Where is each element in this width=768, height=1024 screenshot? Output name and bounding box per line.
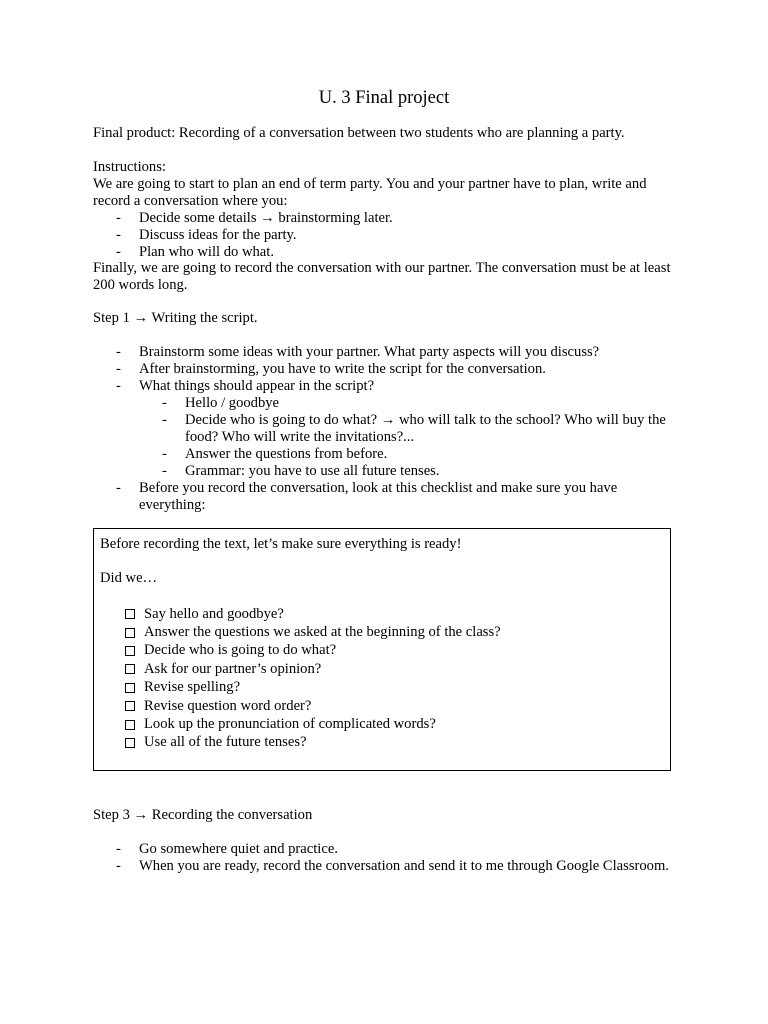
list-item: - Decide some details → brainstorming later. — [116, 210, 393, 226]
step3-heading: Step 3 → Recording the conversation — [93, 807, 313, 823]
checklist-box — [93, 528, 671, 771]
checklist-item: Look up the pronunciation of complicated words? — [125, 715, 501, 733]
instructions-body: We are going to start to plan an end of term party. You and your partner have to plan, write and record a conversation where you: — [93, 176, 647, 209]
finally-text: Finally, we are going to record the conversation with our partner. The conversation must be at least 200 words long. — [93, 260, 671, 293]
checklist-item: Decide who is going to do what? — [125, 642, 501, 660]
checklist-item: Ask for our partner’s opinion? — [125, 660, 501, 678]
checklist — [125, 605, 501, 752]
checkbox-icon[interactable] — [125, 609, 135, 619]
list-item: - Brainstorm some ideas with your partner. What party aspects will you discuss? — [116, 344, 600, 360]
list-item: - When you are ready, record the conversation and send it to me through Google Classroom. — [116, 858, 669, 874]
checkbox-icon[interactable] — [125, 646, 135, 656]
step3-list — [93, 841, 678, 875]
instructions-heading: Instructions: — [93, 159, 166, 175]
checklist-did-we: Did we… — [100, 570, 158, 586]
sub-list-item: - Grammar: you have to use all future tenses. — [162, 463, 440, 479]
checkbox-icon[interactable] — [125, 664, 135, 674]
step1-list — [93, 344, 678, 514]
sub-list-item: - Answer the questions from before. — [162, 446, 388, 462]
checklist-item: Revise spelling? — [125, 679, 501, 697]
list-item: - Go somewhere quiet and practice. — [116, 841, 338, 857]
checklist-item: Revise question word order? — [125, 697, 501, 715]
final-product-text: Final product: Recording of a conversation between two students who are planning a party. — [93, 125, 625, 141]
checkbox-icon[interactable] — [125, 628, 135, 638]
checkbox-icon[interactable] — [125, 683, 135, 693]
checklist-item: Answer the questions we asked at the beginning of the class? — [125, 623, 501, 641]
checklist-intro: Before recording the text, let’s make sure everything is ready! — [100, 536, 462, 552]
checklist-item: Use all of the future tenses? — [125, 734, 501, 752]
list-item: - Before you record the conversation, look at this checklist and make sure you have everything: — [116, 480, 618, 513]
checkbox-icon[interactable] — [125, 738, 135, 748]
list-item: - What things should appear in the script? — [116, 378, 375, 394]
list-item: - Discuss ideas for the party. — [116, 227, 297, 243]
sub-list-item: - Decide who is going to do what? → who will talk to the school? Who will buy the food? Who will write the invitations?... — [162, 412, 666, 445]
sub-list-item: - Hello / goodbye — [162, 395, 280, 411]
step1-heading: Step 1 → Writing the script. — [93, 310, 258, 326]
checkbox-icon[interactable] — [125, 720, 135, 730]
list-item: - After brainstorming, you have to write the script for the conversation. — [116, 361, 546, 377]
checkbox-icon[interactable] — [125, 701, 135, 711]
list-item: - Plan who will do what. — [116, 244, 274, 260]
page-title: U. 3 Final project — [318, 88, 450, 108]
instructions-list — [93, 210, 678, 261]
checklist-item: Say hello and goodbye? — [125, 605, 501, 623]
